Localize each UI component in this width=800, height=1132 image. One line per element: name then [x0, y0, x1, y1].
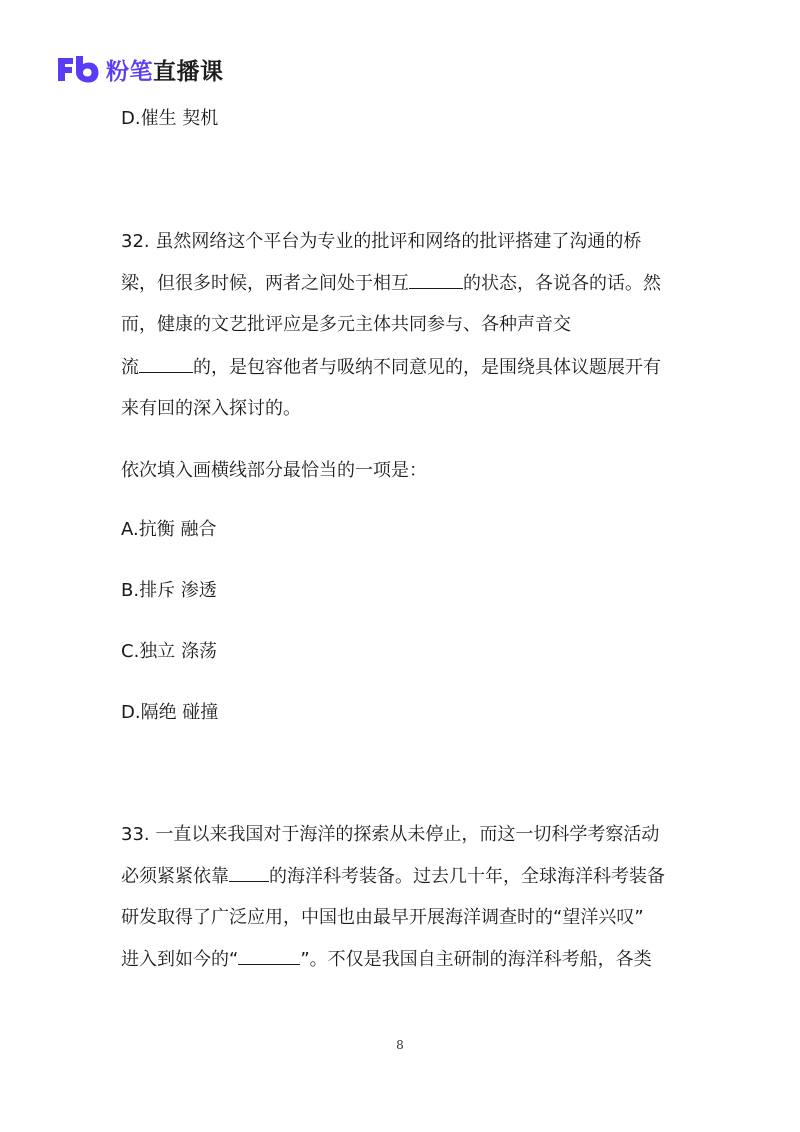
q32-option-c: C.独立 涤荡	[121, 641, 218, 662]
q33-line-4	[121, 947, 652, 972]
q32-option-b: B.排斥 渗透	[121, 580, 217, 601]
blank-2	[139, 355, 193, 373]
q32-line-2	[121, 271, 661, 296]
q32-line-3: 而，健康的文艺批评应是多元主体共同参与、各种声音交	[121, 314, 571, 335]
q32-text: 的，是包容他者与吸纳不同意见的，是围绕具体议题展开有	[193, 357, 661, 378]
q33-text: 的海洋科考装备。过去几十年，全球海洋科考装备	[269, 866, 665, 887]
blank-1	[409, 271, 463, 289]
blank-4	[238, 947, 300, 965]
q33-text: 必须紧紧依靠	[121, 866, 229, 887]
blank-3	[229, 864, 269, 882]
product-name: 直播课	[153, 58, 224, 85]
q32-text: 梁，但很多时候，两者之间处于相互	[121, 273, 409, 294]
q32-prompt: 依次填入画横线部分最恰当的一项是：	[121, 460, 427, 481]
fenbi-logo-icon	[56, 54, 100, 84]
logo-text	[106, 53, 224, 86]
q32-line-5: 来有回的深入探讨的。	[121, 398, 301, 419]
header-logo	[56, 53, 224, 85]
q32-option-a: A.抗衡 融合	[121, 519, 217, 540]
q32-text: 的状态，各说各的话。然	[463, 273, 661, 294]
prev-option-d: D.催生 契机	[121, 108, 219, 129]
q33-text: 进入到如今的“	[121, 949, 239, 970]
q32-option-d: D.隔绝 碰撞	[121, 702, 219, 723]
q33-text: ”。不仅是我国自主研制的海洋科考船，各类	[300, 949, 652, 970]
page-number: 8	[396, 1038, 404, 1052]
q32-text: 流	[121, 357, 139, 378]
q32-line-4	[121, 355, 661, 380]
q33-line-2	[121, 864, 665, 889]
q33-line-3: 研发取得了广泛应用，中国也由最早开展海洋调查时的“望洋兴叹”	[121, 907, 644, 928]
q33-line-1: 33. 一直以来我国对于海洋的探索从未停止，而这一切科学考察活动	[121, 824, 660, 845]
brand-name: 粉笔	[106, 58, 153, 85]
q32-line-1: 32. 虽然网络这个平台为专业的批评和网络的批评搭建了沟通的桥	[121, 231, 642, 252]
